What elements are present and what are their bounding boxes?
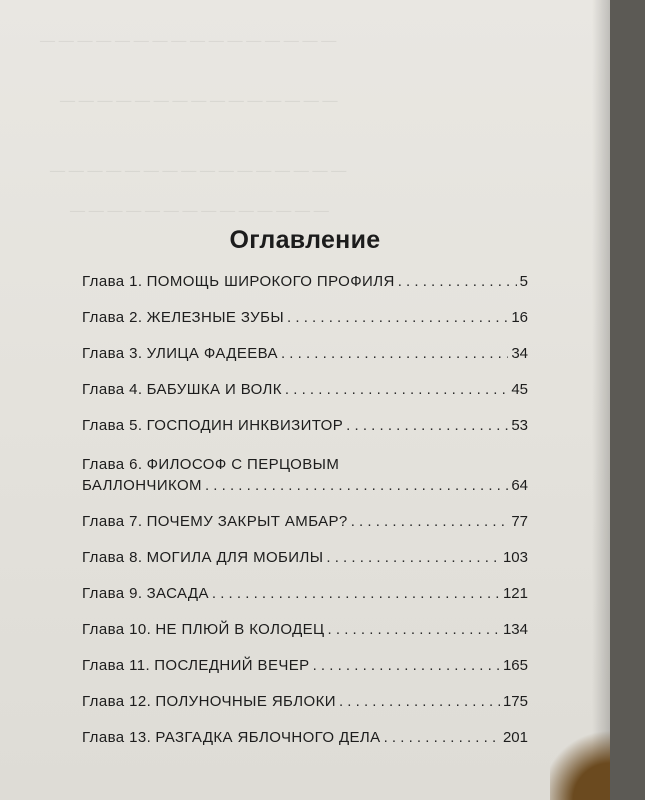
chapter-number: Глава 9. <box>82 585 143 602</box>
leader-dots <box>346 417 508 434</box>
page-number: 201 <box>502 729 528 746</box>
leader-dots <box>285 381 508 398</box>
chapter-title: РАЗГАДКА ЯБЛОЧНОГО ДЕЛА <box>155 729 381 746</box>
chapter-number: Глава 2. <box>82 309 143 326</box>
chapter-title: ГОСПОДИН ИНКВИЗИТОР <box>146 417 344 434</box>
toc-entry <box>82 729 528 753</box>
leader-dots <box>398 273 517 290</box>
show-through-text: — — — — — — — — — — — — — — — — <box>40 33 337 49</box>
page-number: 165 <box>502 657 528 674</box>
toc-title: Оглавление <box>229 226 381 254</box>
chapter-number: Глава 1. <box>82 273 143 290</box>
toc-entry <box>82 621 528 645</box>
toc-entry <box>82 381 528 405</box>
chapter-title: УЛИЦА ФАДЕЕВА <box>146 345 278 362</box>
leader-dots <box>205 477 508 494</box>
page-number: 103 <box>502 549 528 566</box>
page-number: 77 <box>511 513 528 530</box>
leader-dots <box>287 309 508 326</box>
page-edge-shadow <box>592 0 610 800</box>
page-number: 45 <box>511 381 528 398</box>
page-number: 53 <box>511 417 528 434</box>
chapter-title: ЖЕЛЕЗНЫЕ ЗУБЫ <box>146 309 285 326</box>
table-of-contents <box>82 273 528 765</box>
toc-entry <box>82 549 528 573</box>
chapter-number: Глава 5. <box>82 417 143 434</box>
chapter-title: ЗАСАДА <box>146 585 209 602</box>
chapter-number: Глава 6. <box>82 456 143 473</box>
chapter-title: БАБУШКА И ВОЛК <box>146 381 282 398</box>
toc-entry <box>82 309 528 333</box>
chapter-title: ФИЛОСОФ С ПЕРЦОВЫМ <box>146 456 340 473</box>
leader-dots <box>384 729 500 746</box>
show-through-text: — — — — — — — — — — — — — — <box>70 203 329 219</box>
chapter-title: ПОСЛЕДНИЙ ВЕЧЕР <box>154 657 310 674</box>
chapter-number: Глава 13. <box>82 729 152 746</box>
chapter-number: Глава 12. <box>82 693 152 710</box>
page-number: 134 <box>502 621 528 638</box>
chapter-title-continued: БАЛЛОНЧИКОМ <box>82 477 202 494</box>
leader-dots <box>313 657 500 674</box>
chapter-number: Глава 10. <box>82 621 152 638</box>
chapter-title: ПОЧЕМУ ЗАКРЫТ АМБАР? <box>146 513 348 530</box>
toc-entry-first-line <box>82 453 528 477</box>
chapter-title: ПОМОЩЬ ШИРОКОГО ПРОФИЛЯ <box>146 273 395 290</box>
page-number: 34 <box>511 345 528 362</box>
leader-dots <box>212 585 500 602</box>
chapter-title: МОГИЛА ДЛЯ МОБИЛЫ <box>146 549 324 566</box>
show-through-text: — — — — — — — — — — — — — — — — <box>50 163 347 179</box>
page-number: 16 <box>511 309 528 326</box>
toc-entry <box>82 345 528 369</box>
chapter-number: Глава 4. <box>82 381 143 398</box>
page-number: 121 <box>502 585 528 602</box>
toc-entry <box>82 585 528 609</box>
leader-dots <box>328 621 500 638</box>
toc-entry <box>82 453 528 501</box>
chapter-number: Глава 8. <box>82 549 143 566</box>
toc-entry <box>82 693 528 717</box>
leader-dots <box>339 693 500 710</box>
chapter-number: Глава 11. <box>82 657 151 674</box>
page-number: 175 <box>502 693 528 710</box>
page-number: 64 <box>511 477 528 494</box>
leader-dots <box>351 513 509 530</box>
toc-entry <box>82 273 528 297</box>
page-number: 5 <box>519 273 528 290</box>
chapter-number: Глава 3. <box>82 345 143 362</box>
leader-dots <box>326 549 500 566</box>
chapter-title: НЕ ПЛЮЙ В КОЛОДЕЦ <box>155 621 325 638</box>
leader-dots <box>281 345 508 362</box>
toc-entry <box>82 417 528 441</box>
toc-entry <box>82 657 528 681</box>
toc-entry <box>82 513 528 537</box>
chapter-number: Глава 7. <box>82 513 143 530</box>
show-through-text: — — — — — — — — — — — — — — — <box>60 93 338 109</box>
table-corner <box>550 730 610 800</box>
chapter-title: ПОЛУНОЧНЫЕ ЯБЛОКИ <box>155 693 336 710</box>
